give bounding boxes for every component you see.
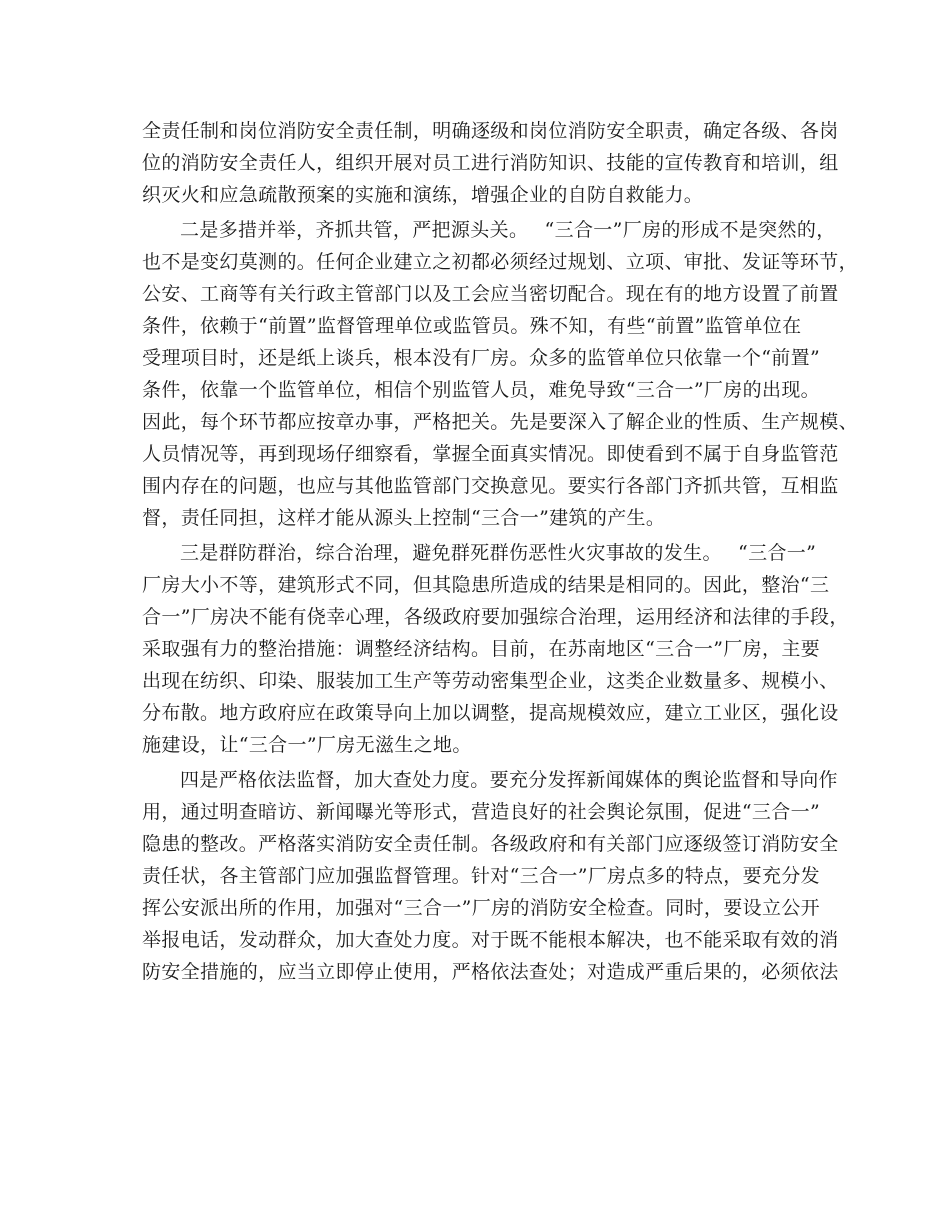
text-line: 施建设，让“三合一”厂房无滋生之地。 xyxy=(142,734,472,756)
text-line: 挥公安派出所的作用，加强对“三合一”厂房的消防安全检查。同时，要设立公开 xyxy=(142,897,821,919)
text-line: 全责任制和岗位消防安全责任制，明确逐级和岗位消防安全职责，确定各级、各岗 xyxy=(142,120,839,142)
text-line: 举报电话，发动群众，加大查处力度。对于既不能根本解决，也不能采取有效的消 xyxy=(142,929,839,951)
document-body xyxy=(142,115,858,988)
text-line: 人员情况等，再到现场仔细察看，掌握全面真实情况。即使看到不属于自身监管范 xyxy=(142,443,839,465)
text-line: 采取强有力的整治措施：调整经济结构。目前，在苏南地区“三合一”厂房，主要 xyxy=(142,638,821,660)
text-line: 出现在纺织、印染、服装加工生产等劳动密集型企业，这类企业数量多、规模小、 xyxy=(142,670,839,692)
text-line: 因此，每个环节都应按章办事，严格把关。先是要深入了解企业的性质、生产规模、 xyxy=(142,411,858,433)
text-line: 防安全措施的，应当立即停止使用，严格依法查处；对造成严重后果的，必须依法 xyxy=(142,961,839,983)
text-line: 督，责任同担，这样才能从源头上控制“三合一”建筑的产生。 xyxy=(142,507,666,529)
text-line: 隐患的整改。严格落实消防安全责任制。各级政府和有关部门应逐级签订消防安全 xyxy=(142,833,839,855)
paragraph xyxy=(142,214,858,534)
paragraph xyxy=(142,537,849,761)
text-line: 受理项目时，还是纸上谈兵，根本没有厂房。众多的监管单位只依靠一个“前置” xyxy=(142,347,821,369)
text-line: 公安、工商等有关行政主管部门以及工会应当密切配合。现在有的地方设置了前置 xyxy=(142,283,839,305)
text-line: 三是群防群治，综合治理，避免群死群伤恶性火灾事故的发生。 “三合一” xyxy=(180,542,817,564)
text-line: 条件，依赖于“前置”监督管理单位或监管员。殊不知，有些“前置”监管单位在 xyxy=(142,315,802,337)
text-line: 位的消防安全责任人，组织开展对员工进行消防知识、技能的宣传教育和培训，组 xyxy=(142,152,839,174)
text-line: 织灭火和应急疏散预案的实施和演练，增强企业的自防自救能力。 xyxy=(142,184,704,206)
text-line: 用，通过明查暗访、新闻曝光等形式，营造良好的社会舆论氛围，促进“三合一” xyxy=(142,801,821,823)
paragraph xyxy=(142,115,839,211)
text-line: 也不是变幻莫测的。任何企业建立之初都必须经过规划、立项、审批、发证等环节， xyxy=(142,251,858,273)
text-line: 分布散。地方政府应在政策导向上加以调整，提高规模效应，建立工业区，强化设 xyxy=(142,702,839,724)
text-line: 厂房大小不等，建筑形式不同，但其隐患所造成的结果是相同的。因此，整治“三 xyxy=(142,574,830,596)
text-line: 条件，依靠一个监管单位，相信个别监管人员，难免导致“三合一”厂房的出现。 xyxy=(142,379,821,401)
text-line: 四是严格依法监督，加大查处力度。要充分发挥新闻媒体的舆论监督和导向作 xyxy=(180,769,838,791)
text-line: 二是多措并举，齐抓共管，严把源头关。 “三合一”厂房的形成不是突然的， xyxy=(180,219,836,241)
text-line: 围内存在的问题，也应与其他监管部门交换意见。要实行各部门齐抓共管，互相监 xyxy=(142,475,839,497)
text-line: 责任状，各主管部门应加强监督管理。针对“三合一”厂房点多的特点，要充分发 xyxy=(142,865,821,887)
text-line: 合一”厂房决不能有侥幸心理，各级政府要加强综合治理，运用经济和法律的手段， xyxy=(142,606,849,628)
paragraph xyxy=(142,764,839,988)
